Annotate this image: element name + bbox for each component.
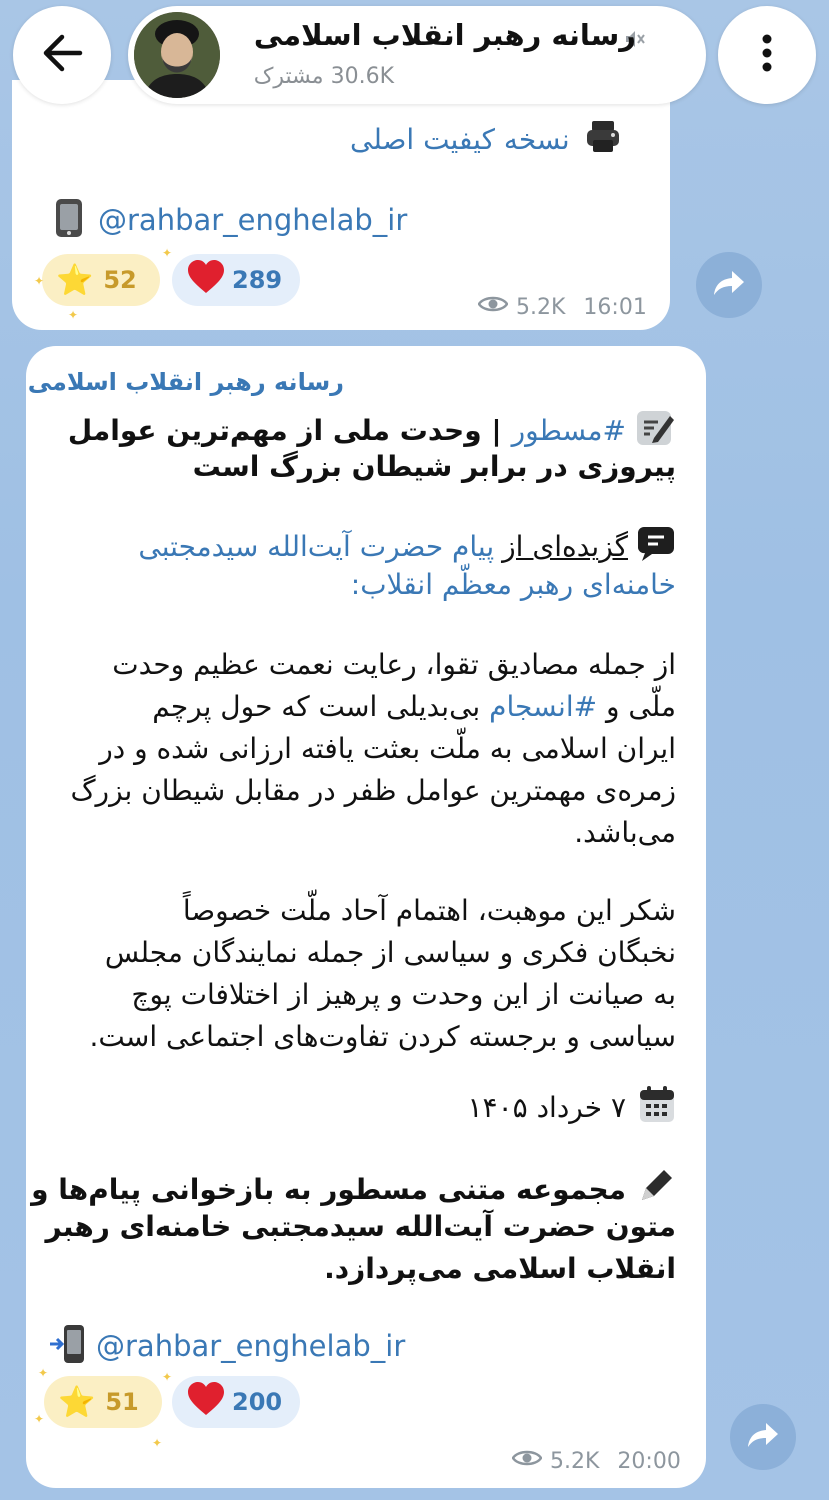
para1-line-2-end: بی‌بدیلی است که حول پرچم xyxy=(152,690,490,723)
mobile-arrow-icon xyxy=(48,1324,88,1368)
channel-handle-link-2[interactable]: @rahbar_enghelab_ir xyxy=(96,1329,406,1363)
memo-pen-icon xyxy=(636,408,676,453)
intro-line-2: خامنه‌ای رهبر معظّم انقلاب: xyxy=(350,568,676,601)
message-author[interactable]: رسانه رهبر انقلاب اسلامی xyxy=(27,368,344,396)
heart-reaction-2[interactable] xyxy=(172,1376,300,1428)
sparkle-decoration: ✦ xyxy=(152,1436,163,1450)
arrow-left-icon xyxy=(40,33,84,77)
eye-icon xyxy=(512,1448,542,1474)
view-count-2: 5.2K xyxy=(550,1448,600,1474)
sparkle-decoration: ✦ xyxy=(34,1412,45,1426)
channel-avatar[interactable] xyxy=(134,12,220,98)
quality-link[interactable]: نسخه کیفیت اصلی xyxy=(350,122,570,156)
quality-link-row[interactable] xyxy=(350,118,622,160)
para1-line-4: زمره‌ی مهمترین عوامل ظفر در مقابل شیطان بزرگ xyxy=(70,774,676,807)
sparkle-decoration: ✦ xyxy=(68,308,79,322)
eye-icon xyxy=(478,294,508,320)
printer-icon xyxy=(584,118,622,160)
headline-line-2: پیروزی در برابر شیطان بزرگ است xyxy=(192,450,676,483)
hashtag-link[interactable]: #مسطور xyxy=(511,414,626,447)
star-count-2: 51 xyxy=(105,1388,139,1416)
para2-line-3: به صیانت از این وحدت و پرهیز از اختلافات پوچ xyxy=(131,978,676,1011)
message-bubble-2 xyxy=(26,346,706,1488)
para1-line-3: ایران اسلامی به ملّت بعثت یافته ارزانی شده و در xyxy=(99,732,676,765)
message-time: 16:01 xyxy=(583,294,647,320)
star-icon: ⭐ xyxy=(58,1384,96,1420)
message-meta-1 xyxy=(478,294,647,320)
mobile-phone-icon xyxy=(52,198,86,242)
para2-line-4: سیاسی و برجسته کردن تفاوت‌های اجتماعی است. xyxy=(89,1020,676,1053)
subscriber-count: 30.6K مشترک xyxy=(253,64,394,89)
share-arrow-icon xyxy=(746,1421,780,1453)
channel-header[interactable] xyxy=(128,6,706,104)
share-arrow-icon xyxy=(712,269,746,301)
sparkle-decoration: ✦ xyxy=(162,246,173,260)
share-button-1[interactable] xyxy=(696,252,762,318)
para1-line-5: می‌باشد. xyxy=(574,816,676,849)
star-count: 52 xyxy=(103,266,137,294)
outro-text-1: مجموعه متنی مسطور به بازخوانی پیام‌ها و xyxy=(31,1173,626,1206)
outro-line-3: انقلاب اسلامی می‌پردازد. xyxy=(324,1252,676,1285)
star-reaction-2[interactable] xyxy=(44,1376,162,1428)
heart-reaction[interactable] xyxy=(172,254,300,306)
heart-icon xyxy=(186,1381,226,1423)
para1-line-2 xyxy=(152,690,676,723)
para1-line-1: از جمله مصادیق تقوا، رعایت نعمت عظیم وحدت xyxy=(112,648,676,681)
channel-handle-link[interactable]: @rahbar_enghelab_ir xyxy=(98,203,408,237)
message-meta-2 xyxy=(512,1448,681,1474)
heart-count-2: 200 xyxy=(232,1388,283,1416)
handle-row-2 xyxy=(48,1324,405,1368)
message-time-2: 20:00 xyxy=(617,1448,681,1474)
hashtag-ensejam-link[interactable]: #انسجام xyxy=(489,690,598,723)
channel-title: رسانه رهبر انقلاب اسلامی xyxy=(253,18,636,52)
message-bubble-1 xyxy=(12,80,670,330)
para2-line-2: نخبگان فکری و سیاسی از جمله نمایندگان مجلس xyxy=(104,936,676,969)
outro-line-2: متون حضرت آیت‌الله سیدمجتبی خامنه‌ای رهبر xyxy=(45,1210,676,1243)
heart-count: 289 xyxy=(232,266,283,294)
date-line xyxy=(468,1084,676,1131)
star-icon: ⭐ xyxy=(56,262,94,298)
intro-text-1: پیام حضرت آیت‌الله سیدمجتبی xyxy=(138,530,495,563)
headline-text-1: | وحدت ملی از مهم‌ترین عوامل xyxy=(67,414,502,447)
sparkle-decoration: ✦ xyxy=(38,1366,49,1380)
kebab-menu-icon xyxy=(761,33,773,77)
intro-line-1[interactable] xyxy=(138,524,676,569)
speech-balloon-icon xyxy=(636,524,676,569)
share-button-2[interactable] xyxy=(730,1404,796,1470)
star-reaction[interactable] xyxy=(42,254,160,306)
menu-button[interactable] xyxy=(718,6,816,104)
para1-line-2-start: ملّی و xyxy=(597,690,676,723)
back-button[interactable] xyxy=(13,6,111,104)
sparkle-decoration: ✦ xyxy=(34,274,45,288)
outro-line-1 xyxy=(31,1166,676,1213)
sparkle-decoration: ✦ xyxy=(162,1370,173,1384)
headline-line-1 xyxy=(68,408,676,453)
calendar-icon xyxy=(638,1084,676,1131)
publish-date: ۷ خرداد ۱۴۰۵ xyxy=(467,1091,626,1124)
pen-icon xyxy=(636,1166,676,1213)
heart-icon xyxy=(186,259,226,301)
para2-line-1: شکر این موهبت، اهتمام آحاد ملّت خصوصاً xyxy=(182,894,676,927)
intro-underlined[interactable]: گزیده‌ای از xyxy=(502,530,628,563)
handle-row-1 xyxy=(52,198,407,242)
view-count: 5.2K xyxy=(516,294,566,320)
